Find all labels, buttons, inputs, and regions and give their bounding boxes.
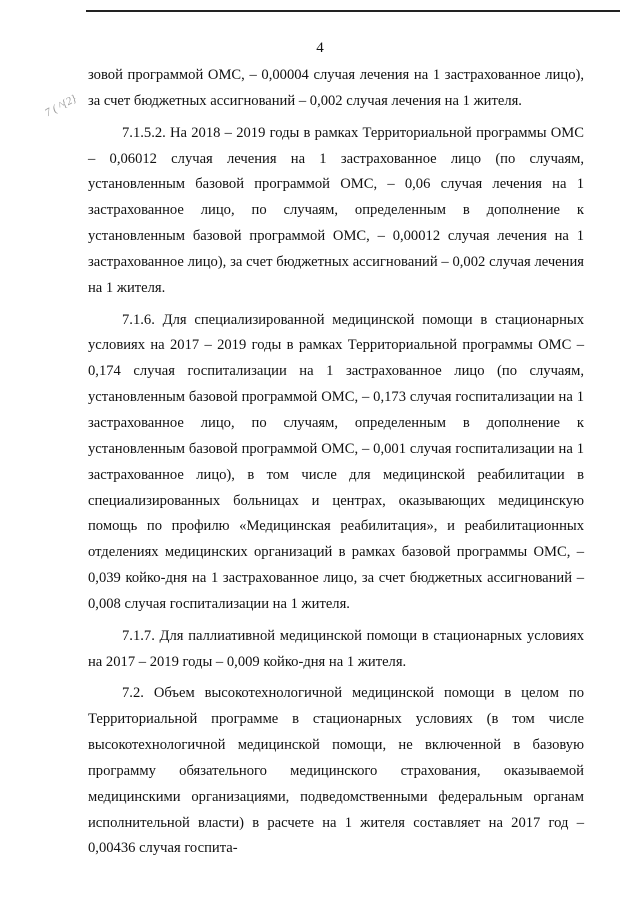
paragraph-continuation: зовой программой ОМС, – 0,00004 случая лечения на 1 застрахованное лицо), за счет бюджетных ассигнований – 0,002 случая лечения на 1 жителя. (88, 67, 584, 109)
document-body (88, 63, 584, 862)
top-rule (86, 10, 620, 12)
paragraph-7-1-7: 7.1.7. Для паллиативной медицинской помощи в стационарных условиях на 2017 – 2019 годы – 0,009 койко-дня на 1 жителя. (88, 627, 584, 670)
paragraph-7-1-6: 7.1.6. Для специализированной медицинской помощи в стационарных условиях на 2017 – 2019 годы в рамках Территориальной программы ОМС – 0,174 случая госпитализации на 1 застрахованное лицо (по случаям, установленным базовой программой ОМС, – 0,173 случая госпитализации на 1 застрахованное лицо, по случаям, определенным в дополнение к установленным базовой программой ОМС, – 0,001 случая госпитализации на 1 застрахованное лицо), в том числе для медицинской реабилитации в специализированных больницах и центрах, оказывающих медицинскую помощь по профилю «Медицинская реабилитация», и реабилитационных отделениях медицинских организаций в рамках базовой программы ОМС, – 0,039 койко-дня на 1 застрахованное лицо, за счет бюджетных ассигнований – 0,008 случая госпитализации на 1 жителя. (88, 311, 584, 612)
handwritten-margin-mark: 7 ( ^{2} (43, 92, 79, 120)
page-number: 4 (316, 40, 324, 56)
paragraph-7-1-5-2: 7.1.5.2. На 2018 – 2019 годы в рамках Территориальной программы ОМС – 0,06012 случая лечения на 1 застрахованное лицо (по случаям, установленным базовой программой ОМС, – 0,06 случая лечения на 1 застрахованное лицо, по случаям, определенным в дополнение к установленным базовой программой ОМС, – 0,00012 случая лечения на 1 застрахованное лицо), за счет бюджетных ассигнований – 0,002 случая лечения на 1 жителя. (88, 124, 584, 296)
paragraph-7-2: 7.2. Объем высокотехнологичной медицинской помощи в целом по Территориальной программе в стационарных условиях (в том числе высокотехнологичной медицинской помощи, не включенной в базовую программу обязательного медицинского страхования, оказываемой медицинскими организациями, подведомственными федеральным органам исполнительной власти) в расчете на 1 жителя составляет на 2017 год – 0,00436 случая госпита- (88, 685, 584, 857)
